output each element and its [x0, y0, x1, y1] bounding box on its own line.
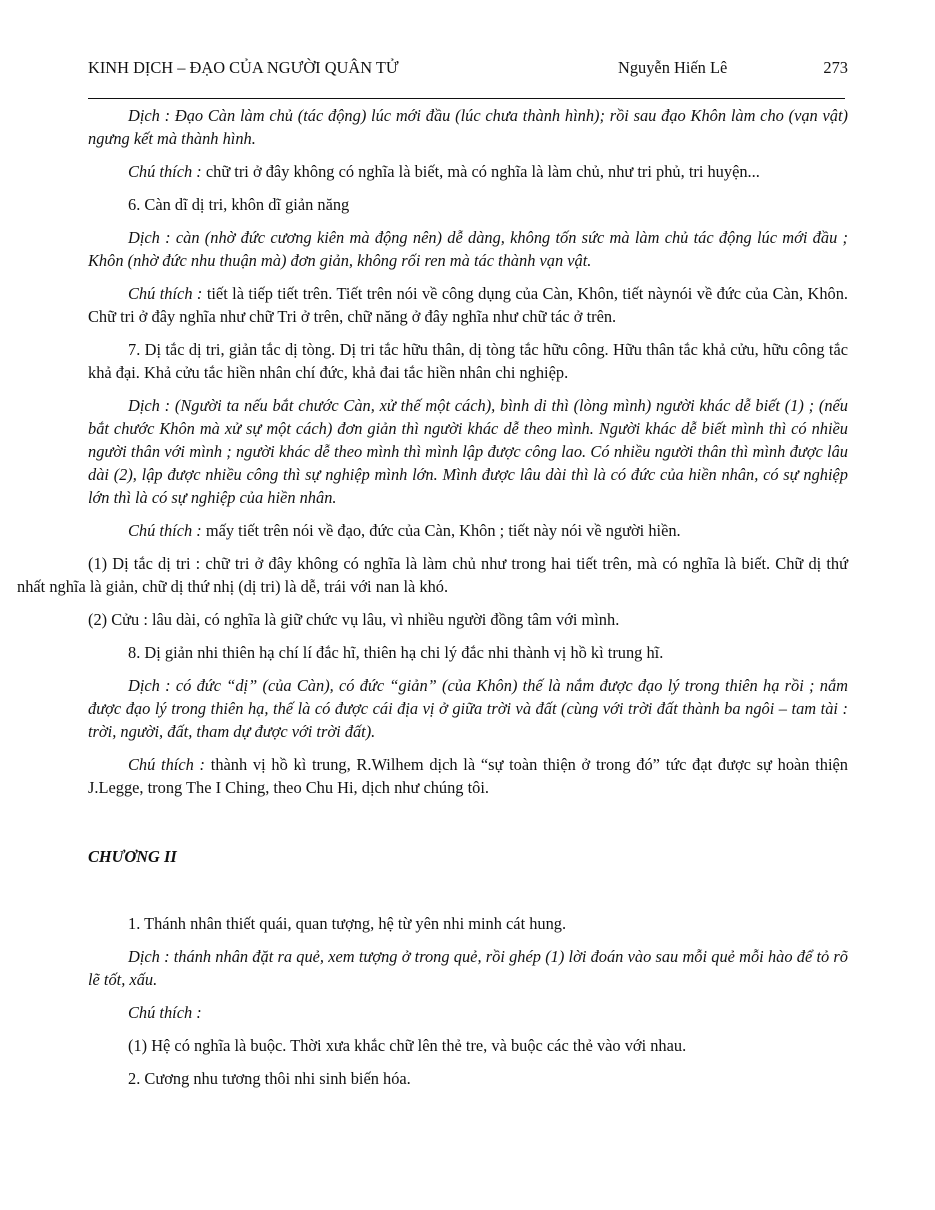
- page-number: 273: [823, 58, 848, 77]
- annotation-paragraph: [88, 160, 848, 183]
- footnote-paragraph: (1) Dị tắc dị tri : chữ tri ở đây không có nghĩa là làm chủ như trong hai tiết trên, mà có nghĩa là biết. Chữ dị thứ nhất nghĩa là giản, chữ dị thứ nhị (dị tri) là dễ, trái với nan là khó.: [17, 554, 848, 596]
- annotation-text: mấy tiết trên nói về đạo, đức của Càn, Khôn ; tiết này nói về người hiền.: [201, 521, 681, 540]
- verse-paragraph: 6. Càn dĩ dị tri, khôn dĩ giản năng: [128, 195, 350, 214]
- translation-paragraph: Dịch : có đức “dị” (của Càn), có đức “giản” (của Khôn) thế là nắm được đạo lý trong thiên hạ rồi ; nắm được đạo lý trong thiên hạ, thế là có được cái địa vị ở giữa trời và đất (cùng với trời đất thành ba ngôi – tam tài : trời, người, đất, tham dự được với trời đất).: [88, 676, 848, 741]
- annotation-label: Chú thích :: [128, 755, 206, 774]
- translation-paragraph: Dịch : Đạo Càn làm chủ (tác động) lúc mới đầu (lúc chưa thành hình); rồi sau đạo Khôn làm cho (vạn vật) ngưng kết mà thành hình.: [88, 106, 848, 148]
- book-title: KINH DỊCH – ĐẠO CỦA NGƯỜI QUÂN TỬ: [88, 58, 399, 77]
- header-divider: [88, 98, 845, 99]
- verse-paragraph: 2. Cương nhu tương thôi nhi sinh biến hóa.: [128, 1069, 411, 1088]
- page-header: [88, 58, 848, 80]
- footnote-paragraph: (2) Cửu : lâu dài, có nghĩa là giữ chức vụ lâu, vì nhiều người đồng tâm với mình.: [88, 610, 620, 629]
- annotation-text: thành vị hồ kì trung, R.Wilhem dịch là “sự toàn thiện ở trong đó” tức đạt được sự hoàn thiện J.Legge, trong The I Ching, theo Chu Hi, dịch như chúng tôi.: [88, 755, 849, 797]
- translation-paragraph: Dịch : (Người ta nếu bắt chước Càn, xử thế một cách), bình di thì (lòng mình) người khác dễ biết (1) ; (nếu bắt chước Khôn mà xử sự một cách) đơn giản thì người khác dễ theo mình. Người khác dễ biết mình thì có nhiều người thân với mình ; người khác dễ theo mình thì mình lập được công lao. Có nhiều người thân thì mình được lâu dài (2), lập được nhiều công thì sự nghiệp mình lớn. Mình được lâu dài thì là có đức của hiền nhân, có sự nghiệp lớn thì là có sự nghiệp của hiền nhân.: [88, 396, 848, 507]
- author-name: Nguyễn Hiến Lê: [618, 58, 728, 77]
- translation-paragraph: Dịch : thánh nhân đặt ra quẻ, xem tượng ở trong quẻ, rồi ghép (1) lời đoán vào sau mỗi quẻ mỗi hào để tỏ rõ lẽ tốt, xấu.: [88, 947, 848, 989]
- annotation-paragraph: [88, 282, 848, 328]
- annotation-paragraph: [88, 753, 848, 799]
- verse-paragraph: 8. Dị giản nhi thiên hạ chí lí đắc hĩ, thiên hạ chi lý đắc nhi thành vị hồ kì trung hĩ.: [128, 643, 664, 662]
- verse-paragraph: 7. Dị tắc dị tri, giản tắc dị tòng. Dị tri tắc hữu thân, dị tòng tắc hữu công. Hữu thân tắc khả cửu, hữu công tắc khả đại. Khả cửu tắc hiền nhân chí đức, khả đai tắc hiền nhân chi nghiệp.: [88, 340, 848, 382]
- annotation-heading: Chú thích :: [128, 1003, 202, 1022]
- annotation-text: chữ tri ở đây không có nghĩa là biết, mà có nghĩa là làm chủ, như tri phủ, tri huyện...: [201, 162, 760, 181]
- annotation-label: Chú thích :: [128, 521, 202, 540]
- footnote-paragraph: (1) Hệ có nghĩa là buộc. Thời xưa khắc chữ lên thẻ tre, và buộc các thẻ vào với nhau.: [128, 1036, 687, 1055]
- translation-paragraph: Dịch : càn (nhờ đức cương kiên mà động nên) dễ dàng, không tốn sức mà làm chủ tác động lúc mới đầu ; Khôn (nhờ đức nhu thuận mà) đơn giản, không rối ren mà tác thành vạn vật.: [88, 228, 848, 270]
- annotation-text: tiết là tiếp tiết trên. Tiết trên nói về công dụng của Càn, Khôn, tiết nàynói về đức của Càn, Khôn. Chữ tri ở đây nghĩa như chữ Tri ở trên, chữ năng ở đây nghĩa như chữ tác ở trên.: [88, 284, 849, 326]
- verse-paragraph: 1. Thánh nhân thiết quái, quan tượng, hệ từ yên nhi minh cát hung.: [128, 914, 567, 933]
- annotation-label: Chú thích :: [128, 162, 202, 181]
- chapter-title: CHƯƠNG II: [88, 847, 177, 866]
- page-body: [17, 104, 849, 1100]
- annotation-label: Chú thích :: [128, 284, 203, 303]
- annotation-paragraph: [88, 519, 848, 542]
